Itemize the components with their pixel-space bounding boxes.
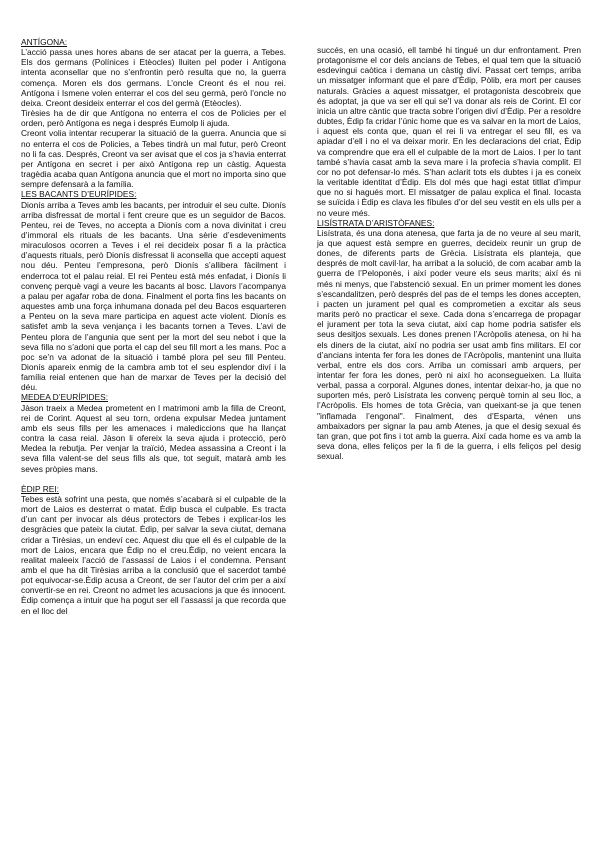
antigona-heading: ANTÍGONA: [21, 37, 68, 47]
edip-heading: ÈDIP REI: [21, 483, 60, 494]
antigona-paragraph-1: L’acció passa unes hores abans de ser atacat per la guerra, a Tebes. Els dos germans (Polínices i Etèocles) lluiten pel poder i Antígona intenta aconsellar que no s’enfrontin però resulta que no, la guerra comença. Moren els dos germans. L’oncle Creont és el nou rei. Antígona i Ismene volen enterrar el cos del seu germà, però l’oncle no deixa. Creont desideix enterrar el cos del germà (Etèocles). [21, 47, 286, 108]
left-column [21, 37, 286, 616]
edip-paragraph-right: succés, en una ocasió, ell també hi tingué un dur enfrontament. Pren protagonisme el cor dels ancians de Tebes, el qual tem que la situació esdevingui caòtica i demana un càstig diví. Passat cert temps, arriba un missatger informant que el pare d’Èdip, Pòlib, era mort per causes naturals. Gràcies a aquest missatger, el protagonista descobreix que és adoptat, ja que va ser ell qui se’l va donar als reis de Corint. El cor inicia un altre càntic que tracta sobre l’origen diví d’Èdip. Per a resoldre dubtes, Èdip fa cridar l’únic home que es va salvar en la mort de Laios, i aquest els conta que, quan el rei li va entregar el seu fill, es va apiadar d’ell i no el va deixar morir. En les declaracions del criat, Èdip va comprendre que era ell el culpable de la mort de Laios. I per lo tant també s’havia casat amb la seva mare i la profecia s’havia complit. El cor no pot defensar-lo més. S’han aclarit tots els dubtes i ja es coneix la veritable identitat d’Èdip. Els dol més que hagi estat titllat d’impur que no si hagués mort. El missatger de palau explica el final. Iocasta se suïcida i Èdip es clava les fíbules d’or del seu vestit en els ulls per a no veure més. [317, 45, 581, 218]
spacer [21, 474, 286, 484]
antigona-paragraph-3: Creont volia intentar recuperar la situació de la guerra. Anuncia que si no enterra el cos de Policies, a Tebes tindrà un mal futur, però Creont no li fa cas. Després, Creont va ser avisat que el cos ja s’havia enterrat per Antígona en secret i per això Antígona rep un càstig. Aquesta tragèdia acaba quan Antígona anuncia que el mort no importa sino que sempre defensarà a la família. [21, 128, 286, 190]
antigona-paragraph-2: Tirèsies ha de dir que Antígona no enterra el cos de Policies per el orden, però Antígona es nega i després Eumolp li ajuda. [21, 108, 286, 129]
medea-heading: MEDEA D’EURÍPIDES: [21, 392, 109, 403]
right-column [317, 45, 581, 461]
bacants-paragraph: Dionís arriba a Teves amb les bacants, per introduir el seu culte. Dionís arriba disfressat de mortal i fent creure que es un seguidor de Bacos. Penteu, rei de Teves, no accepta a Dionís com a nova divinitat i creu d’immoral els rituals de les bacants. Una sèrie d’esdeveniments miraculosos ocorren a Teves i el rei decideix posar fi a la pràctica d’aquests rituals, però Dionís disfressat li aconsella que accepti aquest nou déu. Penteu l’empresona, però Dionís s’allibera fàcilment i enderroca tot el palau reial. El rei Penteu està més enfadat, i Dionís li convenç perquè vagi a veure les bacants al bosc. Llavors l’acompanya a palau per agafar roba de dona. Finalment el porta fins les bacants on aquestes amb una força inhumana donada pel deu Bacos esquarteren a Penteu on la seva mare participa en aquest acte violent. Dionís es satisfet amb la seva venjança i les bacants tornen a Teves. L’avi de Penteu plora de l’angunia que sent per la mort del seu nebot i que la seva filla no s’adoni que porta el cap del seu fill mort a les mans. Poc a poc se’n va adonat de la situació i també plora pel seu fill Penteu. Dionís apareix enmig de la cambra amb tot el seu esplendor diví i la família reial entenen que han de marxar de Teves per la decisió del déu. [21, 199, 286, 393]
bacants-heading: LES BACANTS D’EURÍPIDES: [21, 189, 137, 200]
medea-paragraph: Jàson traeix a Medea prometent en l matrimoni amb la filla de Creont, rei de Corint. Aquest al seu torn, ordena expulsar Medea juntament amb els seus fills per les amenaces i malediccions que ha llançat contra la casa reial. Jàson li ofereix la seva ajuda i protecció, però Medea la rebutja. Per venjar la traïció, Medea assassina a Creont i la seva filla valent-se del seus fills als que, tot seguit, matarà amb les seves pròpies mans. [21, 402, 286, 474]
edip-paragraph-left: Tebes està sofrint una pesta, que només s’acabarà si el culpable de la mort de Laios es desterrat o matat. Èdip busca el culpable. Es tracta d’un cant per invocar als déus protectors de Tebes i explicar-los les desgràcies que pateix la ciutat. Èdip, per salvar la seva ciutat, demana cridar a Tirèsias, un endeví cec. Aquest diu que ell és el culpable de la mort de Laios, encara que Èdip no el creu.Èdip, no veient encara la realitat maleeix l’acció de l’assassí de Laios i el condemna. Pensant amb el que ha dit Tirèsias arriba a la conclusió que el sacerdot també pot equivocar-se.Èdip acusa a Creont, de ser l’autor del crim per a així convertir-se en rei. Creont no admet les acusacions ja que és innocent. Èdip comença a intuir que ha pogut ser ell l’assassí ja que recorda que en el lloc del [21, 493, 286, 616]
lisistrata-heading: LISÍSTRATA D’ARISTÒFANES: [317, 217, 435, 228]
lisistrata-paragraph: Lisístrata, és una dona atenesa, que farta ja de no veure al seu marit, ja que aquest està sempre en guerres, decideix reunir un grup de dones, de diferents parts de Grècia. Lisístrata els planteja, que després de molt cavil·lar, ha arribat a la solució, de com acabar amb la guerra de l’Peloponès, i així poder veure els seus marits; així és ni més ni menys, que l’abstenció sexual. En un primer moment les dones s’escandalitzen, però després del pas de el temps les dones accepten, i pacten un jurament pel qual es comprometien a excitar als seus marits però no practicar el sexe. Cada dona s’encarrega de propagar el jurament per tota la seva ciutat, així cap home podria satisfer els seus desitjos sexuals. Les dones prenen l’Acròpolis atenesa, on hi ha els diners de la ciutat, així no podria ser usat amb fins militars. El cor d’ancians intenta fer fora les dones de l’Acròpolis, mantenint una lluita verbal, entre els dos cors. Arriba un comissari amb arquers, per intentar fer fora les dones, però ni així ho aconsegueixen. La lluita verbal, passa a corporal. Algunes dones, intentar deixar-ho, ja que no suporten més, però Lisístrata les convenç perquè tornin al seu lloc, a l’Acròpolis. Els homes de tota Grècia, van queixant-se ja que tenen "inflamada l’engonal". Finalment, des d’Esparta, vénen uns ambaixadors per signar la pau amb Atenes, ja que el desig sexual és tan gran, que pot fins i tot amb la guerra. Així cada home es va amb la seva dona, elles feliços per la fi de la guerra, i ells feliços pel desig sexual. [317, 227, 581, 462]
